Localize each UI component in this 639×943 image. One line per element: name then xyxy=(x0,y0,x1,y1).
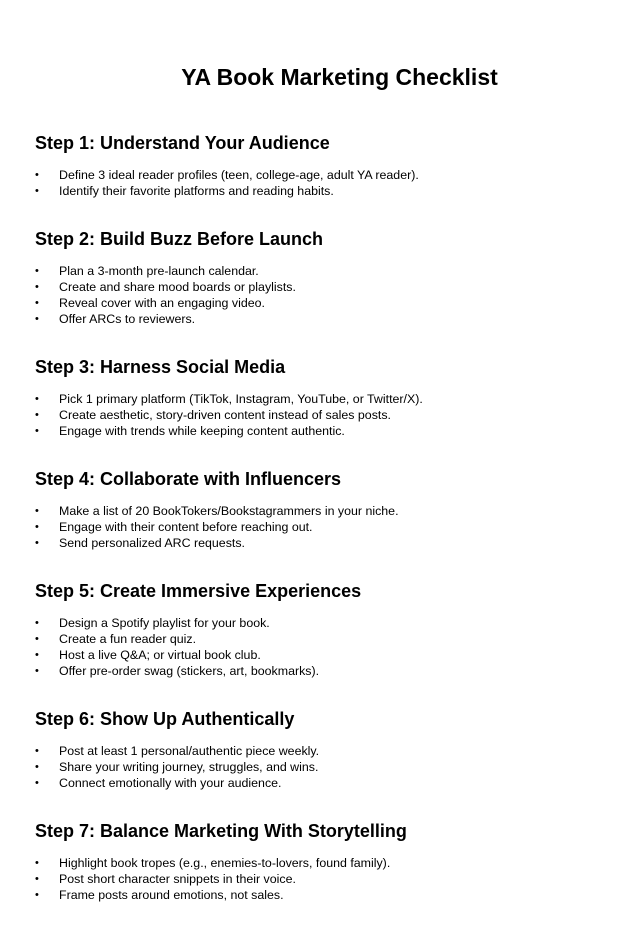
bullet-list xyxy=(35,263,625,327)
list-item-text: Offer pre-order swag (stickers, art, bookmarks). xyxy=(59,664,320,678)
bullet-list xyxy=(35,743,625,791)
step-1-section xyxy=(35,131,625,199)
step-6-section xyxy=(35,707,625,791)
list-item-text: Offer ARCs to reviewers. xyxy=(59,312,196,326)
bullet-list xyxy=(35,503,625,551)
list-item xyxy=(35,295,625,311)
bullet-icon: • xyxy=(35,777,39,789)
list-item-text: Reveal cover with an engaging video. xyxy=(59,296,265,310)
list-item xyxy=(35,407,625,423)
bullet-icon: • xyxy=(35,889,39,901)
list-item-text: Post at least 1 personal/authentic piece weekly. xyxy=(59,744,320,758)
bullet-icon: • xyxy=(35,521,39,533)
bullet-list xyxy=(35,391,625,439)
bullet-icon: • xyxy=(35,761,39,773)
list-item xyxy=(35,183,625,199)
bullet-icon: • xyxy=(35,745,39,757)
bullet-icon: • xyxy=(35,393,39,405)
list-item-text: Make a list of 20 BookTokers/Bookstagrammers in your niche. xyxy=(59,504,399,518)
list-item xyxy=(35,535,625,551)
bullet-icon: • xyxy=(35,425,39,437)
list-item-text: Frame posts around emotions, not sales. xyxy=(59,888,284,902)
document-title: YA Book Marketing Checklist xyxy=(181,64,498,90)
list-item xyxy=(35,871,625,887)
list-item xyxy=(35,855,625,871)
list-item xyxy=(35,167,625,183)
list-item-text: Send personalized ARC requests. xyxy=(59,536,245,550)
list-item-text: Post short character snippets in their voice. xyxy=(59,872,296,886)
list-item xyxy=(35,423,625,439)
list-item-text: Plan a 3-month pre-launch calendar. xyxy=(59,264,259,278)
list-item-text: Engage with their content before reaching out. xyxy=(59,520,313,534)
bullet-icon: • xyxy=(35,169,39,181)
list-item-text: Pick 1 primary platform (TikTok, Instagram, YouTube, or Twitter/X). xyxy=(59,392,423,406)
list-item xyxy=(35,279,625,295)
bullet-icon: • xyxy=(35,649,39,661)
list-item xyxy=(35,631,625,647)
list-item-text: Create aesthetic, story-driven content instead of sales posts. xyxy=(59,408,391,422)
bullet-icon: • xyxy=(35,281,39,293)
bullet-icon: • xyxy=(35,409,39,421)
bullet-icon: • xyxy=(35,313,39,325)
list-item xyxy=(35,615,625,631)
step-heading: Step 5: Create Immersive Experiences xyxy=(35,581,362,601)
step-heading: Step 1: Understand Your Audience xyxy=(35,133,330,153)
bullet-icon: • xyxy=(35,297,39,309)
step-4-section xyxy=(35,467,625,551)
list-item xyxy=(35,647,625,663)
list-item xyxy=(35,887,625,903)
list-item-text: Highlight book tropes (e.g., enemies-to-lovers, found family). xyxy=(59,856,391,870)
step-2-section xyxy=(35,227,625,327)
bullet-icon: • xyxy=(35,617,39,629)
list-item xyxy=(35,743,625,759)
step-heading: Step 3: Harness Social Media xyxy=(35,357,286,377)
step-7-section xyxy=(35,819,625,903)
list-item xyxy=(35,503,625,519)
list-item-text: Identify their favorite platforms and reading habits. xyxy=(59,184,334,198)
bullet-list xyxy=(35,615,625,679)
bullet-icon: • xyxy=(35,857,39,869)
bullet-list xyxy=(35,855,625,903)
list-item-text: Host a live Q&A; or virtual book club. xyxy=(59,648,261,662)
list-item-text: Design a Spotify playlist for your book. xyxy=(59,616,270,630)
list-item xyxy=(35,759,625,775)
list-item-text: Share your writing journey, struggles, and wins. xyxy=(59,760,319,774)
step-5-section xyxy=(35,579,625,679)
list-item-text: Engage with trends while keeping content authentic. xyxy=(59,424,345,438)
bullet-icon: • xyxy=(35,265,39,277)
step-3-section xyxy=(35,355,625,439)
bullet-list xyxy=(35,167,625,199)
list-item-text: Define 3 ideal reader profiles (teen, college-age, adult YA reader). xyxy=(59,168,419,182)
step-heading: Step 6: Show Up Authentically xyxy=(35,709,295,729)
list-item xyxy=(35,519,625,535)
step-heading: Step 4: Collaborate with Influencers xyxy=(35,469,342,489)
step-heading: Step 7: Balance Marketing With Storytelling xyxy=(35,821,407,841)
bullet-icon: • xyxy=(35,665,39,677)
bullet-icon: • xyxy=(35,873,39,885)
bullet-icon: • xyxy=(35,537,39,549)
list-item xyxy=(35,311,625,327)
list-item xyxy=(35,263,625,279)
bullet-icon: • xyxy=(35,633,39,645)
bullet-icon: • xyxy=(35,185,39,197)
list-item-text: Connect emotionally with your audience. xyxy=(59,776,282,790)
list-item xyxy=(35,775,625,791)
list-item-text: Create and share mood boards or playlists. xyxy=(59,280,296,294)
bullet-icon: • xyxy=(35,505,39,517)
list-item xyxy=(35,391,625,407)
list-item-text: Create a fun reader quiz. xyxy=(59,632,197,646)
list-item xyxy=(35,663,625,679)
step-heading: Step 2: Build Buzz Before Launch xyxy=(35,229,324,249)
